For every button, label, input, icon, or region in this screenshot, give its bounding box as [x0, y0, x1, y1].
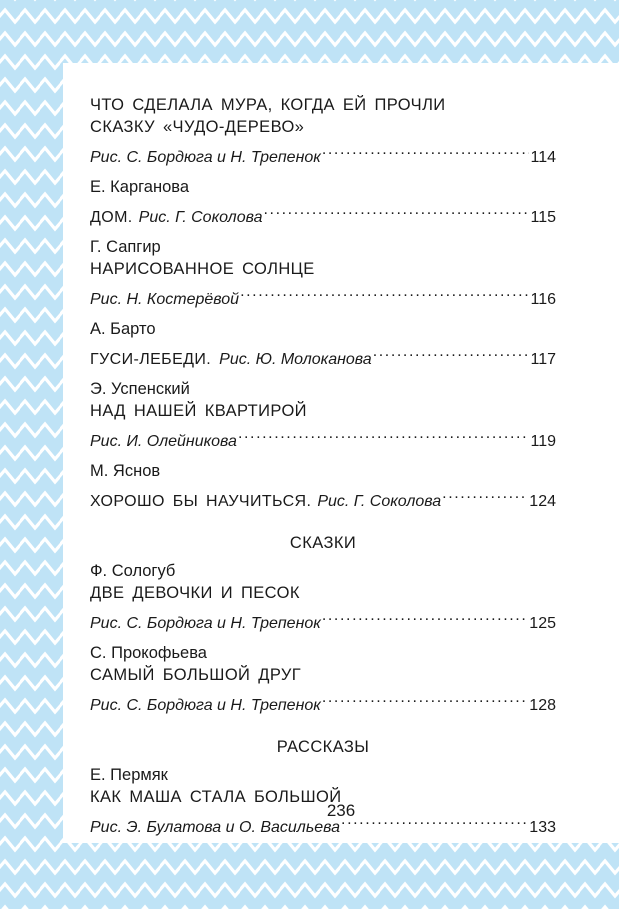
page-ref[interactable]: 115: [530, 209, 556, 226]
entry-author: Г. Сапгир: [90, 238, 161, 256]
leader-dots: [238, 422, 530, 446]
page-ref[interactable]: 133: [529, 819, 556, 836]
entry-author: С. Прокофьева: [90, 644, 207, 662]
leader-dots: [240, 280, 529, 304]
illustrator-credit: Рис. Ю. Молоканова: [219, 351, 372, 368]
illustrator-line: [90, 604, 556, 636]
illustrator-credit: Рис. С. Бордюга и Н. Трепенок: [90, 615, 321, 632]
illustrator-credit: Рис. Э. Булатова и О. Васильева: [90, 819, 341, 836]
illustrator-credit: Рис. С. Бордюга и Н. Трепенок: [90, 149, 321, 166]
page-ref[interactable]: 116: [530, 291, 556, 308]
toc-entry: [90, 460, 556, 514]
entry-author: Э. Успенский: [90, 380, 190, 398]
leader-dots: [322, 138, 530, 162]
toc-entry: [90, 176, 556, 230]
toc-entry: [90, 318, 556, 372]
toc-entry: [90, 560, 556, 636]
table-of-contents: [90, 94, 556, 840]
section-heading-stories: РАССКАЗЫ: [276, 738, 370, 756]
toc-entry: [90, 94, 556, 170]
toc-entry: [90, 236, 556, 312]
leader-dots: [322, 604, 528, 628]
entry-title-line: НАД НАШЕЙ КВАРТИРОЙ: [90, 402, 307, 420]
leader-dots: [322, 686, 528, 710]
page-ref[interactable]: 128: [529, 697, 556, 714]
illustrator-line: [90, 138, 556, 170]
illustrator-line: [90, 686, 556, 718]
entry-title-line: НАРИСОВАННОЕ СОЛНЦЕ: [90, 260, 315, 278]
section-heading-tales: СКАЗКИ: [289, 534, 357, 552]
entry-title-line: ДВЕ ДЕВОЧКИ И ПЕСОК: [90, 584, 300, 602]
illustrator-credit: Рис. Г. Соколова: [138, 209, 263, 226]
illustrator-line: [90, 422, 556, 454]
entry-title-line: ЧТО СДЕЛАЛА МУРА, КОГДА ЕЙ ПРОЧЛИ: [90, 96, 446, 114]
illustrator-credit: Рис. И. Олейникова: [90, 433, 237, 450]
leader-dots: [263, 198, 529, 222]
entry-title-inline: ДОМ.: [90, 209, 133, 226]
illustrator-credit: Рис. Г. Соколова: [317, 493, 442, 510]
illustrator-line: [90, 340, 556, 372]
entry-author: А. Барто: [90, 320, 156, 338]
page-ref[interactable]: 119: [530, 433, 556, 450]
page-ref[interactable]: 117: [530, 351, 556, 368]
page-ref[interactable]: 124: [529, 493, 556, 510]
entry-author: Ф. Сологуб: [90, 562, 176, 580]
leader-dots: [373, 340, 530, 364]
toc-entry: [90, 378, 556, 454]
illustrator-line: [90, 482, 556, 514]
toc-entry: [90, 642, 556, 718]
entry-title-inline: ГУСИ-ЛЕБЕДИ.: [90, 351, 212, 368]
leader-dots: [442, 482, 528, 506]
entry-title-line: КАК МАША СТАЛА БОЛЬШОЙ: [90, 788, 342, 806]
page-number: 236: [326, 801, 356, 820]
page-ref[interactable]: 125: [529, 615, 556, 632]
book-page: [63, 63, 619, 843]
entry-title-line: СКАЗКУ «ЧУДО-ДЕРЕВО»: [90, 118, 305, 136]
page-ref[interactable]: 114: [530, 149, 556, 166]
entry-author: Е. Пермяк: [90, 766, 168, 784]
entry-author: М. Яснов: [90, 462, 161, 480]
entry-author: Е. Карганова: [90, 178, 190, 196]
illustrator-credit: Рис. С. Бордюга и Н. Трепенок: [90, 697, 321, 714]
entry-title-inline: ХОРОШО БЫ НАУЧИТЬСЯ.: [90, 493, 312, 510]
illustrator-line: [90, 280, 556, 312]
entry-title-line: САМЫЙ БОЛЬШОЙ ДРУГ: [90, 666, 302, 684]
illustrator-line: [90, 198, 556, 230]
illustrator-credit: Рис. Н. Костерёвой: [90, 291, 240, 308]
